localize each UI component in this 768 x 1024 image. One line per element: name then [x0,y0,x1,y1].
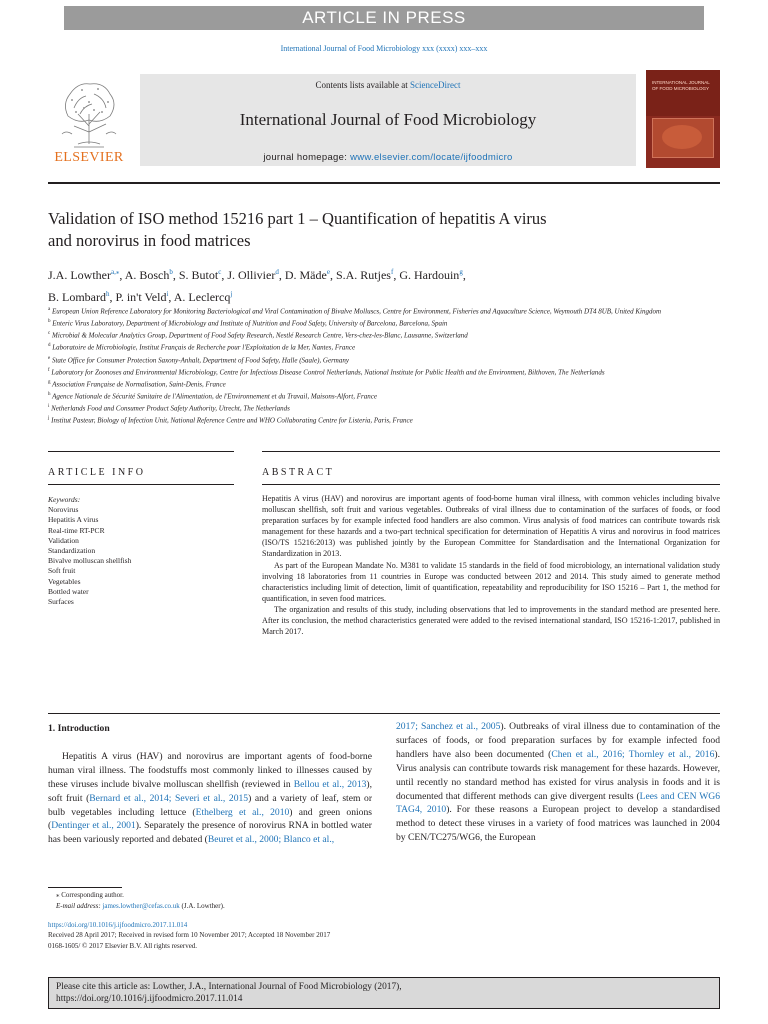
elsevier-wordmark: ELSEVIER [54,150,124,165]
author-affiliation-marker[interactable]: d [275,268,279,276]
body-text: ) and a variety of leaf, stem or bulb vegetables including lettuce ( [48,792,373,818]
author-affiliation-marker[interactable]: j [230,290,233,298]
footnote-rule [48,887,122,888]
author-separator: , [109,290,116,304]
affiliation-text: Association Française de Normalisation, Saint-Denis, France [52,380,226,389]
author-affiliation-marker[interactable]: b [169,268,173,276]
abstract-heading: ABSTRACT [262,467,335,478]
abstract-body [262,493,720,637]
paper-title-line-2: and norovirus in food matrices [48,231,251,250]
citation-link[interactable]: Lees and CEN WG6 TAG4, 2010 [396,790,720,816]
body-text: ). For these reasons a European project to develop a standardised method to detect these viruses in a variety of food matrices was launched in 2004 by CEN/TC275/WG6, the European [396,804,720,844]
received-dates: Received 28 April 2017; Received in revised form 10 November 2017; Accepted 18 November 2017 [48,931,331,940]
affiliation-marker: e [48,355,51,361]
citation-link[interactable]: Chen et al., 2016; Thornley et al., 2016 [551,748,715,760]
citation-link[interactable]: Bellou et al., 2013 [293,778,367,790]
affiliation-marker: b [48,319,51,325]
cover-header-band [646,70,720,116]
affiliation-text: Netherlands Food and Consumer Product Safety Authority, Utrecht, The Netherlands [51,404,290,413]
author-name: J. Ollivier [227,268,276,282]
author-separator: , [119,268,125,282]
homepage-label: journal homepage: [263,152,351,163]
abstract-bottom-rule [262,484,720,485]
affiliation-item [48,341,720,353]
author-email-link[interactable]: james.lowther@cefas.co.uk [102,901,180,910]
citation-box [48,977,720,1009]
affiliation-item [48,366,720,378]
author-name: A. Leclercq [173,290,231,304]
citation-line-2[interactable]: https://doi.org/10.1016/j.ijfoodmicro.2017.11.014 [56,994,243,1004]
affiliation-item [48,390,720,402]
header-divider [48,182,720,184]
affiliation-text: Enteric Virus Laboratory, Department of Microbiology and Institute of Nutrition and Food Safety, University of Barcelona, Barcelona, Spain [52,319,448,328]
author-name: S.A. Rutjes [335,268,391,282]
author-name: D. Mäde [284,268,327,282]
keyword-item: Vegetables [48,576,81,586]
keyword-item: Soft fruit [48,566,76,576]
affiliation-marker: c [48,331,51,337]
keyword-item: Standardization [48,546,96,556]
affiliation-text: Laboratory for Zoonoses and Environmental Microbiology, Centre for Infectious Disease Control Netherlands, National Institute for Public Health and the Environment, Bilthoven, The Netherlands [51,367,605,376]
article-info-top-rule [48,451,234,452]
author-name: B. Lombard [48,290,106,304]
keyword-item: Surfaces [48,597,74,607]
affiliation-item [48,317,720,329]
abstract-paragraph: Hepatitis A virus (HAV) and norovirus are important agents of food-borne human viral illness, with common vehicles including bivalve molluscan shellfish, soft fruit and various vegetables. Outbreaks of viral illness due to contamination of the surfaces of foods, or food preparation surfaces by for example infected food handlers are also common. Virus analysis of food matrices can contribute towards risk management for these hazards and a two-part technical specification for determination of Hepatitis A virus and norovirus in food matrices (ISO/TS 15216:2013) was published jointly by the European Committee for Standardisation and the International Organization for Standardization in 2013. [262,494,720,559]
affiliation-text: State Office for Consumer Protection Saxony-Anhalt, Department of Food Safety, Halle (Saale), Germany [51,355,349,364]
citation-link[interactable]: Bernard et al., 2014; Severi et al., 2015 [89,792,249,804]
affiliation-item [48,414,720,426]
article-in-press-banner: ARTICLE IN PRESS [64,6,704,30]
author-separator: , [168,290,174,304]
body-text: ). Outbreaks of viral illness due to contamination of the surfaces of foods, or food preparation surfaces by for example infected food handlers have also been documented ( [396,721,721,760]
author-separator: , [221,268,228,282]
paper-title-line-1: Validation of ISO method 15216 part 1 – Quantification of hepatitis A virus [48,209,547,228]
author-separator: , [278,268,285,282]
affiliation-marker: d [48,343,51,349]
author-affiliation-marker[interactable]: i [166,290,169,298]
abstract-paragraph: As part of the European Mandate No. M381 to validate 15 standards in the field of food microbiology, an international validation study involving 18 laboratories from 11 countries in Europe was conducted between 2012 and 2014. This study aimed to generate method characteristics including limit of detection, limit of quantification, repeatability and reproducibility for ISO 15216 – Part 1, the method for quantification, in seven food matrices. [262,560,720,603]
cover-image-figure [662,125,702,149]
citation-link[interactable]: Beuret et al., 2000; Blanco et al., [207,834,335,846]
body-paragraph [48,750,372,847]
body-column-right [396,720,720,845]
affiliation-item [48,329,720,341]
journal-homepage-link[interactable]: www.elsevier.com/locate/ijfoodmicro [350,152,513,163]
corresponding-author-note: ⁎ Corresponding author. [56,891,124,899]
section-heading-introduction: 1. Introduction [48,723,110,734]
body-paragraph [396,720,720,845]
body-column-left [48,722,372,847]
affiliation-text: Laboratoire de Microbiologie, Institut Français de Recherche pour l'Exploitation de la Mer, Nantes, France [52,343,356,352]
affiliation-text: Institut Pasteur, Biology of Infection Unit, National Reference Centre and WHO Collaborating Centre for Listeria, Paris, France [51,416,413,425]
publication-info [48,920,648,951]
abstract-top-rule [262,451,720,452]
keyword-item: Validation [48,535,79,545]
keywords-list [48,495,234,607]
journal-title: International Journal of Food Microbiology [239,110,537,129]
affiliation-item [48,305,720,317]
keyword-item: Norovirus [48,505,79,515]
corresponding-author-footnote [48,890,448,911]
affiliation-text: European Union Reference Laboratory for Monitoring Bacteriological and Viral Contamination of Bivalve Molluscs, Centre for Environment, Fisheries and Aquaculture Science, Weymouth DT4 8UB, United Kingdom [51,307,662,316]
author-affiliation-marker[interactable]: e [326,268,330,276]
affiliation-list [48,305,720,426]
body-text: Hepatitis A virus (HAV) and norovirus are important agents of food-borne human viral illness. The foodstuffs most commonly linked to illnesses caused by these viruses include bivalve molluscan shellfish (reviewed in [48,750,372,790]
affiliation-marker: a [48,307,51,312]
citation-line-1: Please cite this article as: Lowther, J.A., International Journal of Food Microbiology (2017), [56,982,402,992]
journal-homepage-line [140,152,636,163]
keyword-item: Bivalve molluscan shellfish [48,556,132,566]
affiliation-item [48,402,720,414]
author-name: A. Bosch [124,268,170,282]
affiliation-marker: j [48,416,50,422]
affiliation-text: Agence Nationale de Sécurité Sanitaire de l'Alimentation, de l'Environnement et du Travail, Maisons-Alfort, France [52,392,377,401]
sciencedirect-link[interactable]: ScienceDirect [410,80,461,90]
email-line [48,901,448,912]
author-list [48,263,708,307]
keyword-item: Bottled water [48,586,89,596]
affiliation-item [48,378,720,390]
doi-link[interactable]: https://doi.org/10.1016/j.ijfoodmicro.2017.11.014 [48,921,188,929]
body-text: ). Virus analysis can contribute towards risk management for these hazards. However, until recently no standard method has existed for virus analysis in foods and it is documented that different methods can give divergent results ( [396,748,720,802]
author-separator: , [172,268,179,282]
affiliation-marker: h [48,391,51,397]
abstract-paragraph: The organization and results of this study, including observations that led to improvements in the standard method are presented here. After its conclusion, the method characteristics generated were added to the revised international standard, ISO 15216-1:2017, published in March 2017. [262,604,720,637]
affiliation-marker: f [48,367,50,373]
email-suffix: (J.A. Lowther). [179,901,225,910]
cover-title-text: INTERNATIONAL JOURNAL OF FOOD MICROBIOLOGY [652,80,710,91]
author-separator: , [462,268,466,282]
author-affiliation-marker[interactable]: g [459,268,463,276]
author-name: P. in't Veld [115,290,167,304]
citation-link[interactable]: Dentinger et al., 2001 [51,820,136,832]
author-separator: , [393,268,400,282]
email-label: E-mail address: [56,901,103,910]
affiliation-text: Microbial & Molecular Analytics Group, Department of Food Safety Research, Nestlé Research Centre, Vers-chez-les-Blanc, Lausanne, Switzerland [51,331,468,340]
author-name: S. Butot [178,268,219,282]
copyright-notice: 0168-1605/ © 2017 Elsevier B.V. All rights reserved. [48,941,198,950]
author-name: J.A. Lowther [48,268,111,282]
citation-link[interactable]: 2017; Sanchez et al., 2005 [396,721,501,732]
contents-prefix: Contents lists available at [315,80,410,90]
author-name: G. Hardouin [399,268,460,282]
affiliation-item [48,354,720,366]
author-affiliation-marker[interactable]: a,⁎ [111,268,120,276]
article-info-bottom-rule [48,484,234,485]
keywords-label: Keywords: [48,495,81,504]
author-affiliation-marker[interactable]: h [106,290,110,298]
citation-link[interactable]: Ethelberg et al., 2010 [195,806,290,818]
contents-lists-line [140,80,636,90]
paper-title [48,208,668,252]
body-text: ) and green onions ( [48,806,372,832]
abstract-end-rule [48,713,720,714]
affiliation-marker: i [48,404,50,409]
journal-reference-link[interactable]: International Journal of Food Microbiology xxx (xxxx) xxx–xxx [280,44,488,53]
body-text: ). Separately the presence of norovirus RNA in bottled water has been variously reported and debated ( [48,820,372,846]
keyword-item: Hepatitis A virus [48,515,99,525]
author-separator: , [329,268,336,282]
affiliation-marker: g [48,379,51,385]
keyword-item: Real-time RT-PCR [48,525,105,535]
body-text: ), soft fruit ( [48,778,373,804]
author-affiliation-marker[interactable]: f [390,268,394,276]
article-info-heading: ARTICLE INFO [48,467,146,478]
journal-masthead [48,70,720,168]
journal-cover-thumbnail [646,70,720,168]
author-affiliation-marker[interactable]: c [218,268,222,276]
masthead-center-panel [140,74,636,166]
